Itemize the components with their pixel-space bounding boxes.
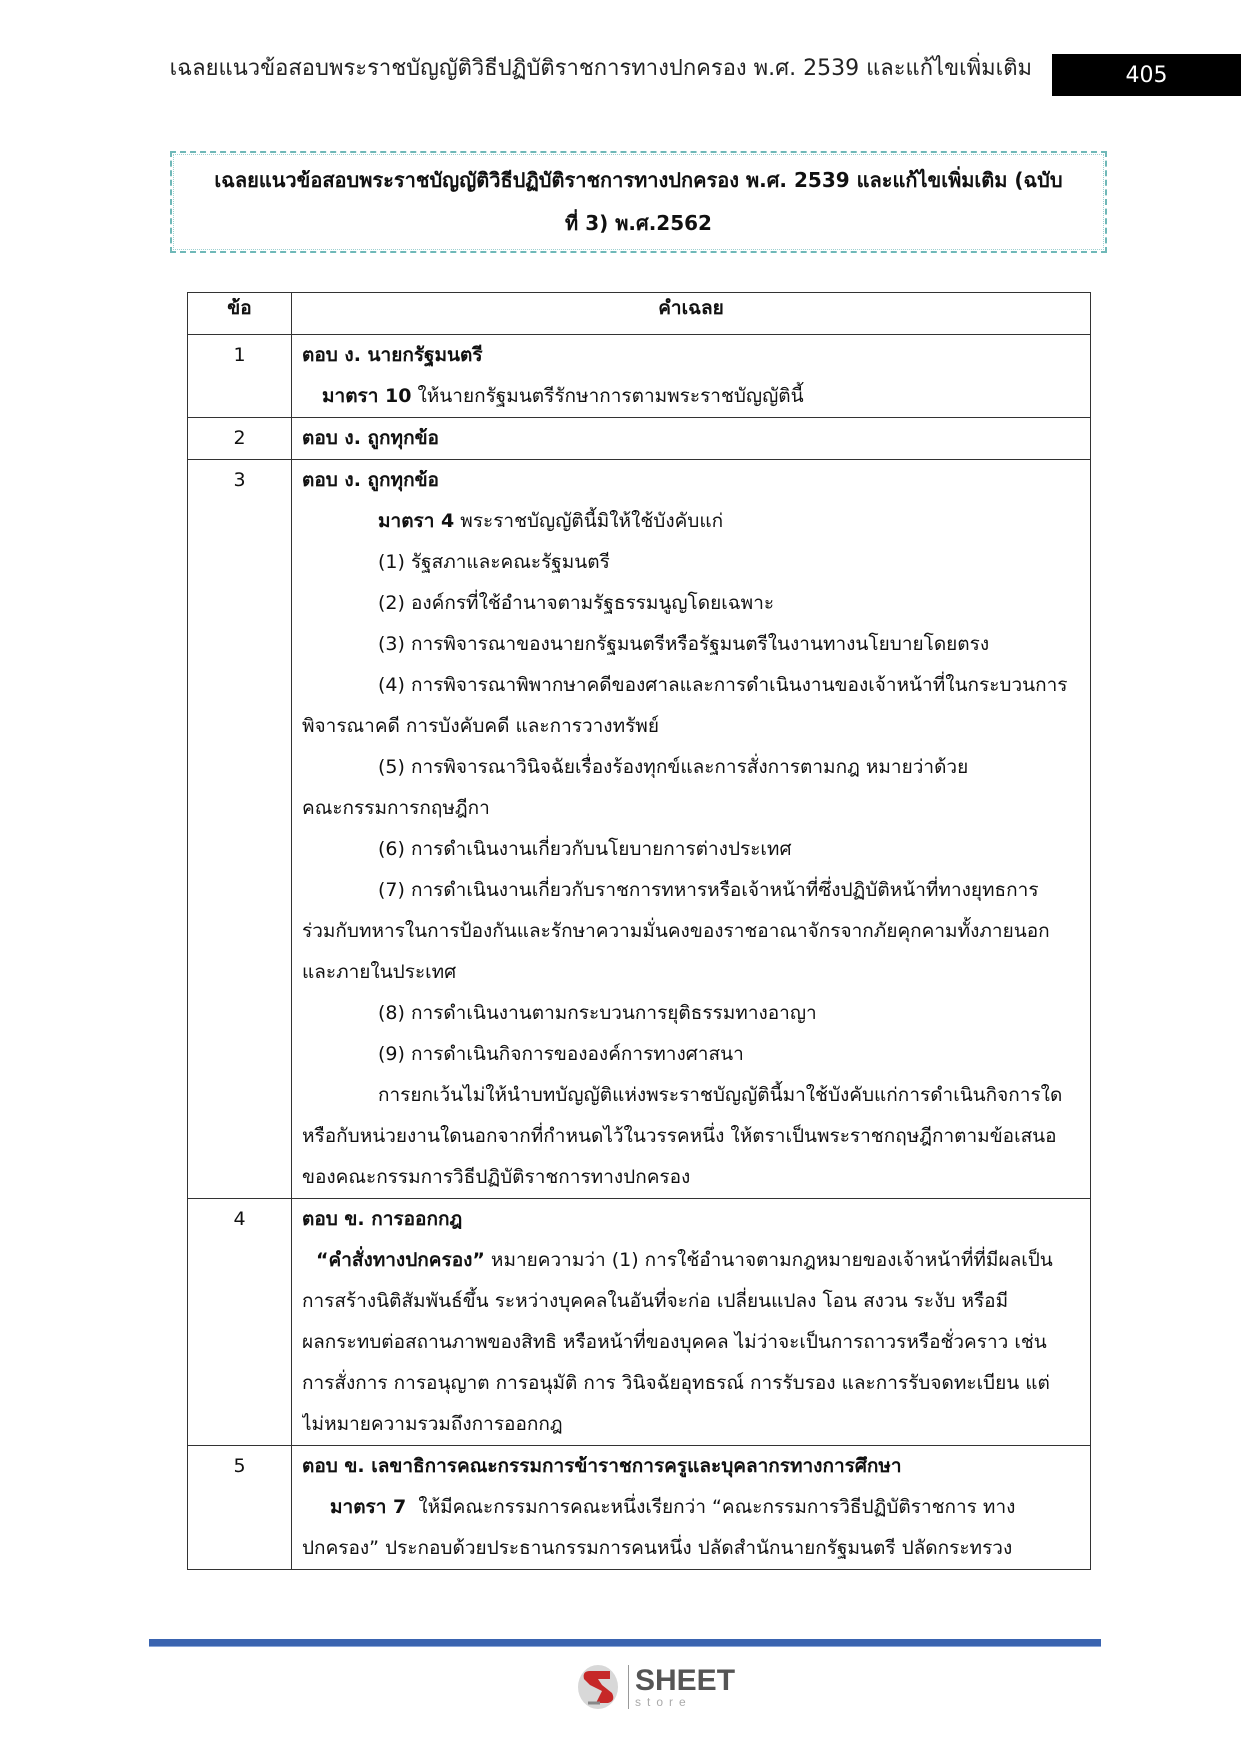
answer-text: (4) การพิจารณาพิพากษาคดีของศาลและการดำเนินงานของเจ้าหน้าที่ในกระบวนการ xyxy=(378,674,1068,696)
answer-line xyxy=(302,665,1080,706)
question-number: 4 xyxy=(188,1199,292,1446)
answer-text: ไม่หมายความรวมถึงการออกกฎ xyxy=(302,1413,563,1435)
page-number-box xyxy=(1052,54,1241,96)
table-row xyxy=(188,460,1091,1199)
logo-wordmark: SHEET xyxy=(635,1664,736,1697)
answer-text: หมายความว่า (1) การใช้อำนาจตามกฎหมายของเจ้าหน้าที่ที่มีผลเป็น xyxy=(484,1249,1053,1271)
answer-line xyxy=(302,583,1080,624)
sheet-store-logo xyxy=(576,1663,735,1711)
answer-bold-text: มาตรา 10 xyxy=(322,385,412,407)
answer-line xyxy=(302,1281,1080,1322)
answer-bold-text: “คำสั่งทางปกครอง” xyxy=(316,1249,485,1271)
answer-text: (3) การพิจารณาของนายกรัฐมนตรีหรือรัฐมนตรีในงานทางนโยบายโดยตรง xyxy=(378,633,990,655)
answer-line xyxy=(302,460,1080,501)
answer-line xyxy=(302,624,1080,665)
question-number: 3 xyxy=(188,460,292,1199)
answer-bold-text: ตอบ ข. การออกกฎ xyxy=(302,1208,463,1230)
answer-text: (5) การพิจารณาวินิจฉัยเรื่องร้องทุกข์และการสั่งการตามกฎ หมายว่าด้วย xyxy=(378,756,969,778)
answer-bold-text: มาตรา 7 xyxy=(330,1496,407,1518)
answer-text: (7) การดำเนินงานเกี่ยวกับราชการทหารหรือเจ้าหน้าที่ซึ่งปฏิบัติหน้าที่ทางยุทธการ xyxy=(378,879,1039,901)
answer-line xyxy=(302,418,1080,459)
answer-line xyxy=(302,1240,1080,1281)
answer-line xyxy=(302,542,1080,583)
table-row xyxy=(188,335,1091,418)
answer-bold-text: ตอบ ข. เลขาธิการคณะกรรมการข้าราชการครูและบุคลากรทางการศึกษา xyxy=(302,1455,902,1477)
answer-bold-text: ตอบ ง. ถูกทุกข้อ xyxy=(302,427,439,449)
answer-line xyxy=(302,788,1080,829)
table-header-row xyxy=(188,293,1091,335)
column-header-number: ข้อ xyxy=(188,293,292,335)
answer-text: ให้มีคณะกรรมการคณะหนึ่งเรียกว่า “คณะกรรมการวิธีปฏิบัติราชการ ทาง xyxy=(406,1496,1016,1518)
question-number: 1 xyxy=(188,335,292,418)
answer-text: (9) การดำเนินกิจการขององค์การทางศาสนา xyxy=(378,1043,744,1065)
answer-line xyxy=(302,952,1080,993)
logo-subtext: store xyxy=(635,1695,692,1709)
question-number: 2 xyxy=(188,418,292,460)
answer-text: (2) องค์กรที่ใช้อำนาจตามรัฐธรรมนูญโดยเฉพาะ xyxy=(378,592,775,614)
answer-cell xyxy=(292,1199,1091,1446)
answer-bold-text: ตอบ ง. นายกรัฐมนตรี xyxy=(302,344,483,366)
table-row xyxy=(188,1199,1091,1446)
answer-line xyxy=(302,1487,1080,1528)
footer-divider-bar xyxy=(149,1639,1101,1647)
answer-line xyxy=(302,747,1080,788)
answer-line xyxy=(302,1075,1080,1116)
answer-text: พระราชบัญญัตินี้มิให้ใช้บังคับแก่ xyxy=(454,510,724,532)
answer-line xyxy=(302,376,1080,417)
answer-line xyxy=(302,1116,1080,1157)
sheet-store-s-icon xyxy=(576,1663,622,1711)
answer-text: การยกเว้นไม่ให้นำบทบัญญัติแห่งพระราชบัญญัตินี้มาใช้บังคับแก่การดำเนินกิจการใด xyxy=(378,1084,1063,1106)
answer-line xyxy=(302,1199,1080,1240)
answer-line xyxy=(302,1404,1080,1445)
question-number: 5 xyxy=(188,1446,292,1570)
answer-bold-text: ตอบ ง. ถูกทุกข้อ xyxy=(302,469,439,491)
document-title-line-2: ที่ 3) พ.ศ.2562 xyxy=(565,211,712,235)
table-row xyxy=(188,1446,1091,1570)
answer-text: (1) รัฐสภาและคณะรัฐมนตรี xyxy=(378,551,610,573)
answer-text: (6) การดำเนินงานเกี่ยวกับนโยบายการต่างประเทศ xyxy=(378,838,792,860)
page-number: 405 xyxy=(1125,62,1168,88)
answer-line xyxy=(302,335,1080,376)
answer-text: (8) การดำเนินงานตามกระบวนการยุติธรรมทางอาญา xyxy=(378,1002,817,1024)
answer-bold-text: มาตรา 4 xyxy=(378,510,455,532)
answer-text: ผลกระทบต่อสถานภาพของสิทธิ หรือหน้าที่ของบุคคล ไม่ว่าจะเป็นการถาวรหรือชั่วคราว เช่น xyxy=(302,1331,1047,1353)
answer-cell xyxy=(292,335,1091,418)
document-title-box xyxy=(170,151,1107,253)
logo-separator xyxy=(628,1665,629,1709)
running-header: เฉลยแนวข้อสอบพระราชบัญญัติวิธีปฏิบัติราชการทางปกครอง พ.ศ. 2539 และแก้ไขเพิ่มเติม xyxy=(169,56,1032,81)
answer-line xyxy=(302,870,1080,911)
answer-cell xyxy=(292,460,1091,1199)
answer-text: หรือกับหน่วยงานใดนอกจากที่กำหนดไว้ในวรรคหนึ่ง ให้ตราเป็นพระราชกฤษฎีกาตามข้อเสนอ xyxy=(302,1125,1057,1147)
answer-line xyxy=(302,911,1080,952)
answer-line xyxy=(302,501,1080,542)
answer-table xyxy=(187,292,1091,1570)
answer-line xyxy=(302,1446,1080,1487)
answer-line xyxy=(302,1322,1080,1363)
answer-line xyxy=(302,829,1080,870)
document-title-line-1: เฉลยแนวข้อสอบพระราชบัญญัติวิธีปฏิบัติราชการทางปกครอง พ.ศ. 2539 และแก้ไขเพิ่มเติม (ฉบับ xyxy=(214,168,1063,192)
answer-line xyxy=(302,1363,1080,1404)
answer-text: ร่วมกับทหารในการป้องกันและรักษาความมั่นคงของราชอาณาจักรจากภัยคุกคามทั้งภายนอก xyxy=(302,920,1050,942)
answer-text: พิจารณาคดี การบังคับคดี และการวางทรัพย์ xyxy=(302,715,659,737)
answer-line xyxy=(302,706,1080,747)
answer-line xyxy=(302,1034,1080,1075)
table-row xyxy=(188,418,1091,460)
answer-cell xyxy=(292,418,1091,460)
answer-text: การสร้างนิติสัมพันธ์ขึ้น ระหว่างบุคคลในอันที่จะก่อ เปลี่ยนแปลง โอน สงวน ระงับ หรือมี xyxy=(302,1290,1009,1312)
answer-line xyxy=(302,993,1080,1034)
answer-text: คณะกรรมการกฤษฎีกา xyxy=(302,797,490,819)
answer-line xyxy=(302,1528,1080,1569)
answer-text: และภายในประเทศ xyxy=(302,961,457,983)
answer-text: ให้นายกรัฐมนตรีรักษาการตามพระราชบัญญัตินี้ xyxy=(411,385,804,407)
answer-text: ของคณะกรรมการวิธีปฏิบัติราชการทางปกครอง xyxy=(302,1166,691,1188)
answer-cell xyxy=(292,1446,1091,1570)
column-header-answer: คำเฉลย xyxy=(292,293,1091,335)
answer-text: การสั่งการ การอนุญาต การอนุมัติ การ วินิจฉัยอุทธรณ์ การรับรอง และการรับจดทะเบียน แต่ xyxy=(302,1372,1050,1394)
answer-text: ปกครอง” ประกอบด้วยประธานกรรมการคนหนึ่ง ปลัดสำนักนายกรัฐมนตรี ปลัดกระทรวง xyxy=(302,1537,1013,1559)
answer-line xyxy=(302,1157,1080,1198)
